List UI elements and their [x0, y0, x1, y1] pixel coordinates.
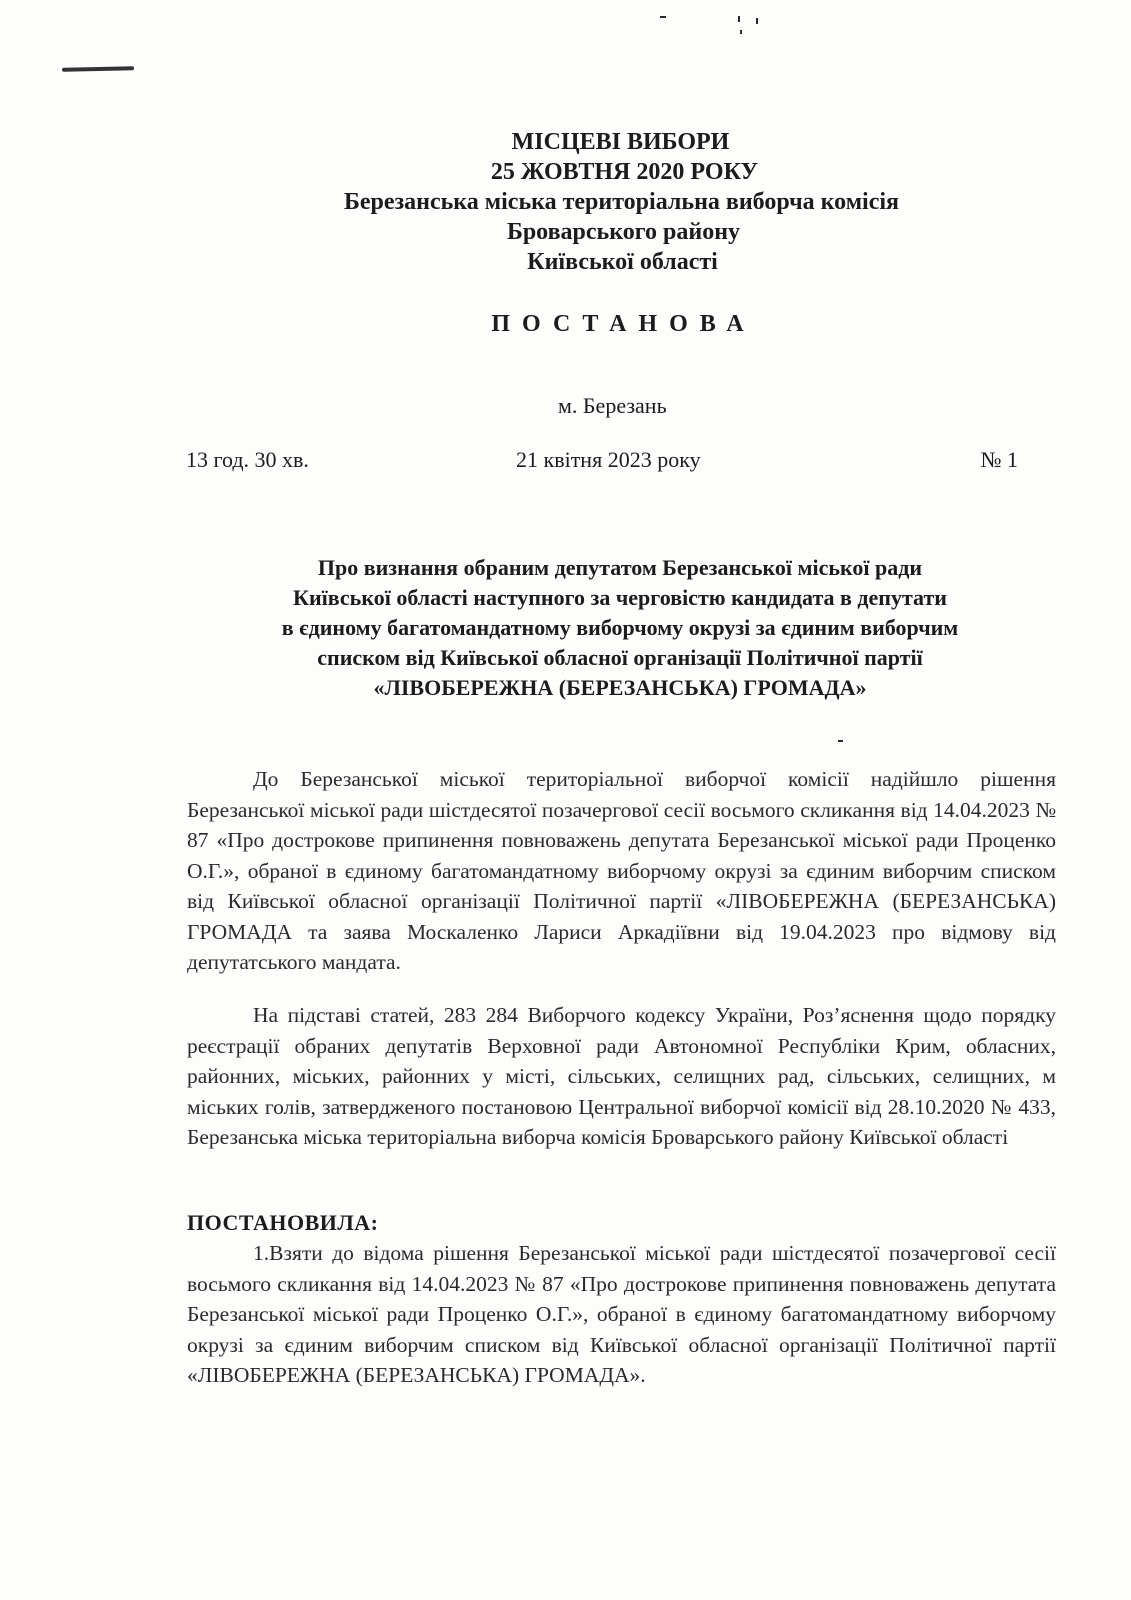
paragraph-text: До Березанської міської територіальної виборчої комісії надійшло рішення Березанської міської ради шістдесятої позачергової сесії восьмого скликання від 14.04.2023 № 87 «Про дострокове припинення повноважень депутата Березанської міської ради Проценко О.Г.», обраної в єдиному багатомандатному виборчому окрузі за єдиним виборчим списком від Київської обласної організації Політичної партії «ЛІВОБЕРЕЖНА (БЕРЕЗАНСЬКА) ГРОМАДА та заява Москаленко Лариси Аркадіївни від 19.04.2023 про відмову від депутатського мандата. — [187, 767, 1056, 974]
paragraph-text: На підставі статей, 283 284 Виборчого кодексу України, Роз’яснення щодо порядку реєстрації обраних депутатів Верховної ради Автономної Республіки Крим, обласних, районних, міських, районних у місті, сільських, селищних рад, сільських, селищних, м міських голів, затвердженого постановою Центральної виборчої комісії від 28.10.2020 № 433, Березанська міська територіальна виборча комісія Броварського району Київської області — [187, 1003, 1056, 1149]
body-paragraph-3 — [187, 1238, 1056, 1391]
scan-artifact-dot — [838, 740, 843, 742]
header-line: Київської області — [527, 249, 718, 275]
document-subject — [190, 553, 1050, 703]
meta-date: 21 квітня 2023 року — [516, 447, 701, 472]
document-type-title: ПОСТАНОВА — [491, 311, 756, 337]
scan-artifact-dot — [738, 16, 740, 22]
body-paragraph-1 — [187, 764, 1056, 978]
header-line: Броварського району — [506, 219, 741, 245]
header-line: 25 ЖОВТНЯ 2020 РОКУ — [490, 159, 759, 185]
header-line: Березанська міська територіальна виборча комісія — [343, 189, 900, 215]
scan-artifact-dot — [740, 30, 742, 34]
scan-artifact-dot — [756, 18, 758, 24]
scan-artifact-stroke — [62, 66, 134, 72]
city-label: м. Березань — [558, 393, 667, 418]
subject-line: Про визнання обраним депутатом Березанської міської ради — [317, 555, 923, 580]
subject-line: «ЛІВОБЕРЕЖНА (БЕРЕЗАНСЬКА) ГРОМАДА» — [373, 675, 867, 700]
paragraph-text: 1.Взяти до відома рішення Березанської міської ради шістдесятої позачергової сесії восьмого скликання від 14.04.2023 № 87 «Про дострокове припинення повноважень депутата Березанської міської ради Проценко О.Г.», обраної в єдиному багатомандатному виборчому окрузі за єдиним виборчим списком від Київської обласної організації Політичної партії «ЛІВОБЕРЕЖНА (БЕРЕЗАНСЬКА) ГРОМАДА». — [187, 1241, 1056, 1387]
subject-line: в єдиному багатомандатному виборчому окрузі за єдиним виборчим — [281, 615, 959, 640]
header-line: МІСЦЕВІ ВИБОРИ — [511, 129, 730, 155]
subject-line: списком від Київської обласної організації Політичної партії — [317, 645, 923, 670]
meta-time: 13 год. 30 хв. — [186, 447, 309, 472]
subject-line: Київської області наступного за черговістю кандидата в депутати — [293, 585, 947, 610]
document-header — [0, 127, 1131, 277]
meta-number: № 1 — [980, 447, 1018, 472]
resolved-heading: ПОСТАНОВИЛА: — [187, 1210, 379, 1235]
document-meta-row — [186, 447, 1018, 477]
body-paragraph-2 — [187, 1000, 1056, 1153]
scan-artifact-dot — [660, 16, 666, 18]
